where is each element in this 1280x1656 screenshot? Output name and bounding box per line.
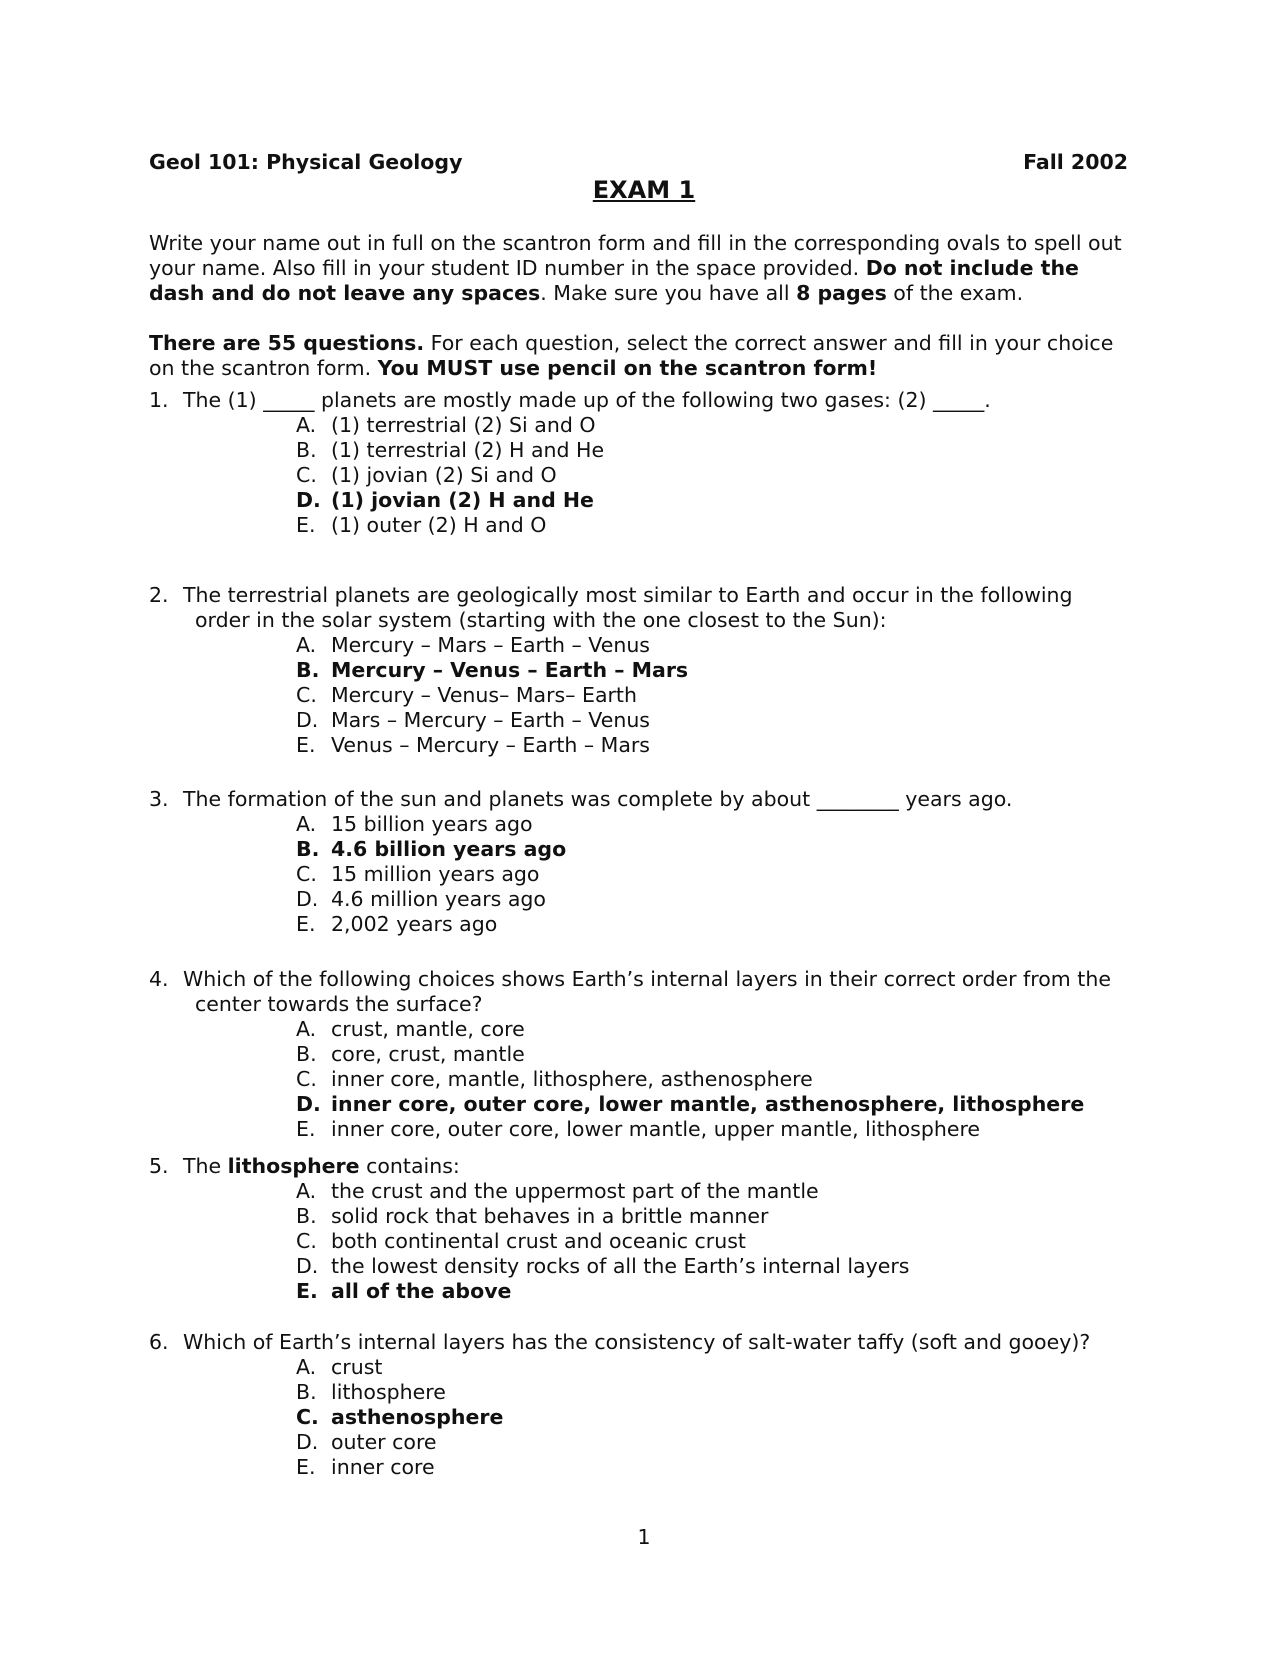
- choice-letter: E.: [296, 912, 316, 936]
- choice-text: inner core, outer core, lower mantle, upper mantle, lithosphere: [331, 1117, 981, 1141]
- choice-letter: D.: [296, 1254, 319, 1278]
- choice-d: [296, 708, 1149, 733]
- question-number: 5.: [149, 1154, 169, 1178]
- question-stem: [149, 1154, 1149, 1179]
- question-text: The formation of the sun and planets was complete by about ________ years ago.: [183, 787, 1013, 811]
- choice-c-correct: [296, 1405, 1149, 1430]
- choice-letter: D.: [296, 1092, 321, 1116]
- choice-text: 4.6 million years ago: [331, 887, 546, 911]
- choice-text: Mercury – Venus– Mars– Earth: [331, 683, 637, 707]
- choice-letter: A.: [296, 812, 317, 836]
- question-stem: [149, 388, 1149, 413]
- answer-choices: [296, 1355, 1149, 1480]
- question-number: 3.: [149, 787, 169, 811]
- choice-letter: E.: [296, 733, 316, 757]
- choice-letter: B.: [296, 658, 320, 682]
- choice-letter: C.: [296, 1229, 317, 1253]
- answer-choices: [296, 1179, 1149, 1304]
- choice-e-correct: [296, 1279, 1149, 1304]
- choice-c: [296, 463, 1149, 488]
- choice-letter: E.: [296, 513, 316, 537]
- question-text: Which of the following choices shows Earth’s internal layers in their correct order from the: [183, 967, 1111, 991]
- question-stem: [149, 967, 1149, 1017]
- choice-letter: B.: [296, 1380, 317, 1404]
- instructions-bold-text: You MUST use pencil on the scantron form!: [377, 356, 878, 380]
- question-2: [149, 583, 1149, 758]
- answer-choices: [296, 812, 1149, 937]
- choice-text: (1) terrestrial (2) H and He: [331, 438, 605, 462]
- choice-text: the crust and the uppermost part of the mantle: [331, 1179, 819, 1203]
- term-label: Fall 2002: [1023, 150, 1128, 174]
- choice-e: [296, 733, 1149, 758]
- question-text-continued: center towards the surface?: [195, 992, 483, 1016]
- intro-bold-text: 8 pages: [796, 281, 887, 305]
- choice-a: [296, 1017, 1149, 1042]
- choice-text: inner core: [331, 1455, 435, 1479]
- choice-e: [296, 1455, 1149, 1480]
- choice-letter: C.: [296, 1405, 319, 1429]
- choice-text: outer core: [331, 1430, 437, 1454]
- choice-letter: C.: [296, 463, 317, 487]
- choice-text: lithosphere: [331, 1380, 446, 1404]
- choice-text: inner core, mantle, lithosphere, asthenosphere: [331, 1067, 813, 1091]
- question-4: [149, 967, 1149, 1142]
- choice-a: [296, 633, 1149, 658]
- choice-letter: C.: [296, 683, 317, 707]
- choice-letter: C.: [296, 862, 317, 886]
- choice-text: core, crust, mantle: [331, 1042, 525, 1066]
- choice-letter: D.: [296, 708, 319, 732]
- instructions-paragraph: [149, 331, 1139, 381]
- choice-e: [296, 912, 1149, 937]
- exam-title: EXAM 1: [592, 176, 696, 204]
- choice-text: (1) terrestrial (2) Si and O: [331, 413, 596, 437]
- choice-letter: A.: [296, 1355, 317, 1379]
- choice-b: [296, 438, 1149, 463]
- question-text: Which of Earth’s internal layers has the consistency of salt-water taffy (soft and gooey)?: [183, 1330, 1091, 1354]
- intro-text: Write your name out in full on the scantron form and fill in the corresponding ovals to spell out your name. Also fill in your student ID number in the space provided.: [149, 231, 1122, 280]
- choice-text: Mercury – Venus – Earth – Mars: [331, 658, 689, 682]
- choice-text: (1) jovian (2) Si and O: [331, 463, 557, 487]
- answer-choices: [296, 413, 1149, 538]
- choice-text: inner core, outer core, lower mantle, asthenosphere, lithosphere: [331, 1092, 1085, 1116]
- choice-d-correct: [296, 1092, 1149, 1117]
- choice-c: [296, 683, 1149, 708]
- choice-b-correct: [296, 658, 1149, 683]
- choice-a: [296, 812, 1149, 837]
- intro-text: . Make sure you have all: [540, 281, 797, 305]
- choice-d-correct: [296, 488, 1149, 513]
- question-stem: [149, 583, 1149, 633]
- question-number: 2.: [149, 583, 169, 607]
- choice-text: the lowest density rocks of all the Earth’s internal layers: [331, 1254, 910, 1278]
- question-number: 6.: [149, 1330, 169, 1354]
- choice-a: [296, 1355, 1149, 1380]
- choice-text: (1) jovian (2) H and He: [331, 488, 594, 512]
- choice-b: [296, 1380, 1149, 1405]
- question-number: 1.: [149, 388, 169, 412]
- instructions-bold-text: There are 55 questions.: [149, 331, 425, 355]
- choice-text: Mercury – Mars – Earth – Venus: [331, 633, 650, 657]
- choice-letter: B.: [296, 438, 317, 462]
- question-stem: [149, 787, 1149, 812]
- question-5: [149, 1154, 1149, 1304]
- choice-d: [296, 887, 1149, 912]
- choice-text: crust: [331, 1355, 383, 1379]
- choice-d: [296, 1254, 1149, 1279]
- answer-choices: [296, 1017, 1149, 1142]
- choice-a: [296, 1179, 1149, 1204]
- choice-letter: B.: [296, 1204, 317, 1228]
- choice-c: [296, 862, 1149, 887]
- choice-e: [296, 1117, 1149, 1142]
- choice-b-correct: [296, 837, 1149, 862]
- choice-letter: B.: [296, 837, 320, 861]
- choice-text: solid rock that behaves in a brittle manner: [331, 1204, 769, 1228]
- document-header: [149, 150, 1128, 176]
- choice-text: crust, mantle, core: [331, 1017, 525, 1041]
- intro-bold-text: Do not include the dash and do not leave any spaces: [149, 256, 1079, 305]
- choice-text: both continental crust and oceanic crust: [331, 1229, 746, 1253]
- choice-letter: E.: [296, 1455, 316, 1479]
- choice-c: [296, 1229, 1149, 1254]
- question-keyword: lithosphere: [227, 1154, 360, 1178]
- question-text-part: contains:: [359, 1154, 460, 1178]
- choice-e: [296, 513, 1149, 538]
- choice-letter: A.: [296, 1179, 317, 1203]
- choice-letter: E.: [296, 1117, 316, 1141]
- question-text: The (1) _____ planets are mostly made up of the following two gases: (2) _____.: [183, 388, 991, 412]
- choice-letter: D.: [296, 887, 319, 911]
- choice-letter: B.: [296, 1042, 317, 1066]
- page-number: 1: [637, 1525, 651, 1549]
- question-text: [183, 1154, 460, 1178]
- choice-letter: A.: [296, 1017, 317, 1041]
- question-text-continued: order in the solar system (starting with the one closest to the Sun):: [195, 608, 887, 632]
- question-text-part: The: [183, 1154, 228, 1178]
- choice-text: Venus – Mercury – Earth – Mars: [331, 733, 650, 757]
- choice-a: [296, 413, 1149, 438]
- question-stem: [149, 1330, 1149, 1355]
- question-1: [149, 388, 1149, 538]
- intro-text: of the exam.: [886, 281, 1024, 305]
- choice-text: 15 million years ago: [331, 862, 540, 886]
- choice-letter: A.: [296, 633, 317, 657]
- answer-choices: [296, 633, 1149, 758]
- choice-text: 2,002 years ago: [331, 912, 498, 936]
- choice-b: [296, 1042, 1149, 1067]
- choice-text: all of the above: [331, 1279, 512, 1303]
- choice-letter: D.: [296, 1430, 319, 1454]
- choice-letter: E.: [296, 1279, 318, 1303]
- question-text: The terrestrial planets are geologically most similar to Earth and occur in the following: [183, 583, 1073, 607]
- choice-text: 15 billion years ago: [331, 812, 533, 836]
- choice-c: [296, 1067, 1149, 1092]
- choice-text: (1) outer (2) H and O: [331, 513, 547, 537]
- intro-paragraph: [149, 231, 1139, 306]
- choice-b: [296, 1204, 1149, 1229]
- question-number: 4.: [149, 967, 169, 991]
- choice-letter: A.: [296, 413, 317, 437]
- choice-text: Mars – Mercury – Earth – Venus: [331, 708, 650, 732]
- instructions-text: For each question, select the correct answer and fill in your choice on the scantron form.: [149, 331, 1114, 380]
- choice-letter: D.: [296, 488, 321, 512]
- choice-letter: C.: [296, 1067, 317, 1091]
- course-title: Geol 101: Physical Geology: [149, 150, 463, 174]
- choice-d: [296, 1430, 1149, 1455]
- question-6: [149, 1330, 1149, 1480]
- choice-text: asthenosphere: [331, 1405, 504, 1429]
- choice-text: 4.6 billion years ago: [331, 837, 567, 861]
- question-3: [149, 787, 1149, 937]
